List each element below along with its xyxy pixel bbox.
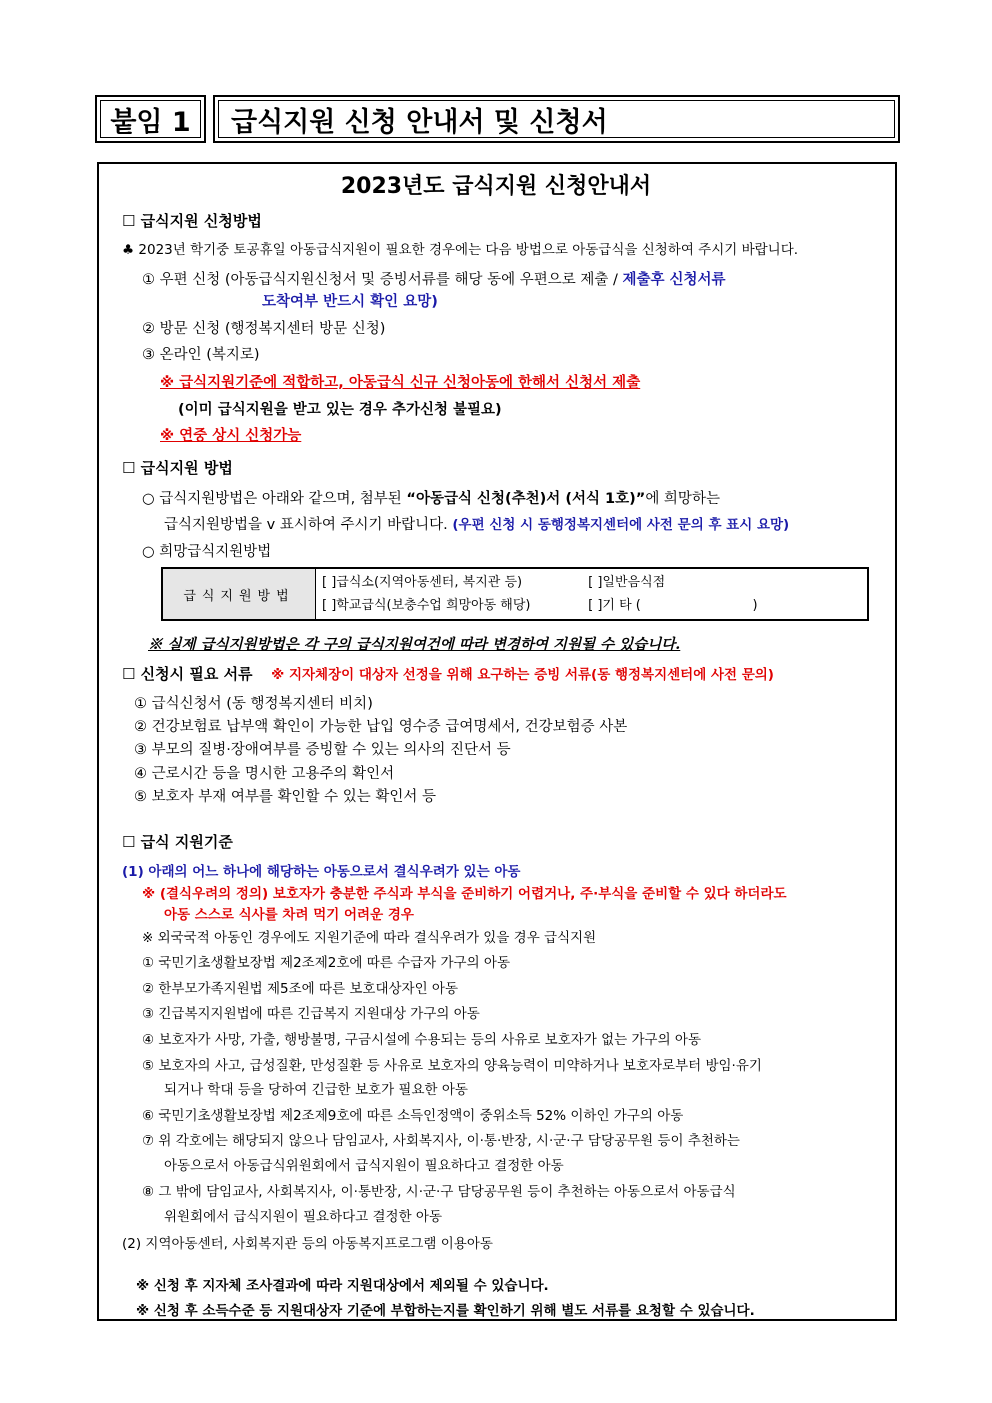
criteria-2: ② 한부모가족지원법 제5조에 따른 보호대상자인 아동 [142,981,459,997]
method-mail-text: ① 우편 신청 (아동급식지원신청서 및 증빙서류를 해당 동에 우편으로 제출 / [142,272,618,288]
section2-p2 [164,516,789,534]
section3-heading-row [122,665,774,684]
section1-note1b: (이미 급식지원을 받고 있는 경우 추가신청 불필요) [178,402,502,418]
criteria-7-cont: 아동으로서 아동급식위원회에서 급식지원이 필요하다고 결정한 아동 [164,1158,564,1174]
meal-method-options-inner [322,571,861,617]
footer-note-2: ※ 신청 후 소득수준 등 지원대상자 기준에 부합하는지를 확인하기 위해 별도 서류를 요청할 수 있습니다. [136,1303,755,1319]
doc-item-3: ③ 부모의 질병·장애여부를 증빙할 수 있는 의사의 진단서 등 [134,742,511,758]
section4-heading: ☐ 급식 지원기준 [122,833,233,851]
criteria-definition: ※ (결식우려의 정의) 보호자가 충분한 주식과 부식을 준비하기 어렵거나, 주·부식을 준비할 수 있다 하더라도 [142,886,787,902]
criteria-definition-cont: 아동 스스로 식사를 차려 먹기 어려운 경우 [164,907,414,923]
doc-item-4: ④ 근로시간 등을 명시한 고용주의 확인서 [134,766,395,782]
section2-p2a: 급식지원방법을 v 표시하여 주시기 바랍니다. [164,517,448,533]
section1-note1: ※ 급식지원기준에 적합하고, 아동급식 신규 신청아동에 한해서 신청서 제출 [160,375,641,391]
section1-heading: ☐ 급식지원 신청방법 [122,212,262,230]
header-label: 붙임 1 [110,106,191,138]
criteria-5: ⑤ 보호자의 사고, 급성질환, 만성질환 등 사유로 보호자의 양육능력이 미약하거나 보호자로부터 방임·유기 [142,1058,762,1074]
criteria-4: ④ 보호자가 사망, 가출, 행방불명, 구금시설에 수용되는 등의 사유로 보호자가 없는 가구의 아동 [142,1032,701,1048]
option-row-2 [322,594,861,617]
method-mail [142,271,726,289]
section2-p3: ○ 희망급식지원방법 [142,544,272,560]
method-mail-note2: 도착여부 반드시 확인 요망) [262,294,438,310]
header-label-box [95,95,206,143]
doc-item-1: ① 급식신청서 (동 행정복지센터 비치) [134,696,373,712]
section3-heading-note: ※ 지자체장이 대상자 선정을 위해 요구하는 증빙 서류(동 행정복지센터에 사전 문의) [271,667,774,683]
section2-heading: ☐ 급식지원 방법 [122,459,233,477]
method-mail-note: 제출후 신청서류 [622,272,726,288]
header-title-inner [218,100,895,138]
section2-note: ※ 실제 급식지원방법은 각 구의 급식지원여건에 따라 변경하여 지원될 수 있습니다. [148,636,681,653]
section1-intro: ♣ 2023년 학기중 토공휴일 아동급식지원이 필요한 경우에는 다음 방법으로 아동급식을 신청하여 주시기 바랍니다. [122,242,799,258]
criteria-8: ⑧ 그 밖에 담임교사, 사회복지사, 이·통반장, 시·군·구 담당공무원 등이 추천하는 아동으로서 아동급식 [142,1184,736,1200]
section1-note2: ※ 연중 상시 신청가능 [160,428,302,444]
criteria-7: ⑦ 위 각호에는 해당되지 않으나 담임교사, 사회복지사, 이·통·반장, 시·군·구 담당공무원 등이 추천하는 [142,1133,740,1149]
option-school-meal[interactable]: [ ]학교급식(보충수업 희망아동 해당) [322,598,531,613]
section3-heading: ☐ 신청시 필요 서류 [122,665,253,683]
criteria-sub2: (2) 지역아동센터, 사회복지관 등의 아동복지프로그램 이용아동 [122,1236,493,1252]
header-title-box [213,95,900,143]
doc-title: 2023년도 급식지원 신청안내서 [340,174,652,199]
criteria-6: ⑥ 국민기초생활보장법 제2조제9호에 따른 소득인정액이 중위소득 52% 이하인 가구의 아동 [142,1108,684,1124]
option-restaurant[interactable]: [ ]일반음식점 [588,575,666,590]
footer-note-1: ※ 신청 후 지자체 조사결과에 따라 지원대상에서 제외될 수 있습니다. [136,1278,549,1294]
criteria-3: ③ 긴급복지지원법에 따른 긴급복지 지원대상 가구의 아동 [142,1006,480,1022]
criteria-5-cont: 되거나 학대 등을 당하여 긴급한 보호가 필요한 아동 [164,1082,468,1098]
header-label-inner [100,100,201,138]
section2-p1c: 에 희망하는 [645,491,720,507]
meal-method-label: 급식지원방법 [162,568,316,620]
criteria-1: ① 국민기초생활보장법 제2조제2호에 따른 수급자 가구의 아동 [142,955,511,971]
criteria-8-cont: 위원회에서 급식지원이 필요하다고 결정한 아동 [164,1209,442,1225]
method-visit: ② 방문 신청 (행정복지센터 방문 신청) [142,321,386,337]
criteria-sub1: (1) 아래의 어느 하나에 해당하는 아동으로서 결식우려가 있는 아동 [122,864,521,880]
meal-method-options [316,568,869,620]
criteria-foreign: ※ 외국국적 아동인 경우에도 지원기준에 따라 결식우려가 있을 경우 급식지원 [142,930,597,946]
doc-item-2: ② 건강보험료 납부액 확인이 가능한 납입 영수증 급여명세서, 건강보험증 사본 [134,719,628,735]
meal-method-table [161,567,869,621]
option-other[interactable]: [ ]기 타 ( ) [588,598,758,613]
method-online: ③ 온라인 (복지로) [142,347,260,363]
section2-p1 [142,490,720,508]
option-meal-center[interactable]: [ ]급식소(지역아동센터, 복지관 등) [322,575,523,590]
form-reference: “아동급식 신청(추천)서 (서식 1호)” [406,491,646,507]
section2-p1a: ○ 급식지원방법은 아래와 같으며, 첨부된 [142,491,402,507]
header-title: 급식지원 신청 안내서 및 신청서 [231,106,608,138]
option-row-1 [322,571,861,594]
doc-item-5: ⑤ 보호자 부재 여부를 확인할 수 있는 확인서 등 [134,789,436,805]
section2-p2b: (우편 신청 시 동행정복지센터에 사전 문의 후 표시 요망) [452,517,790,533]
